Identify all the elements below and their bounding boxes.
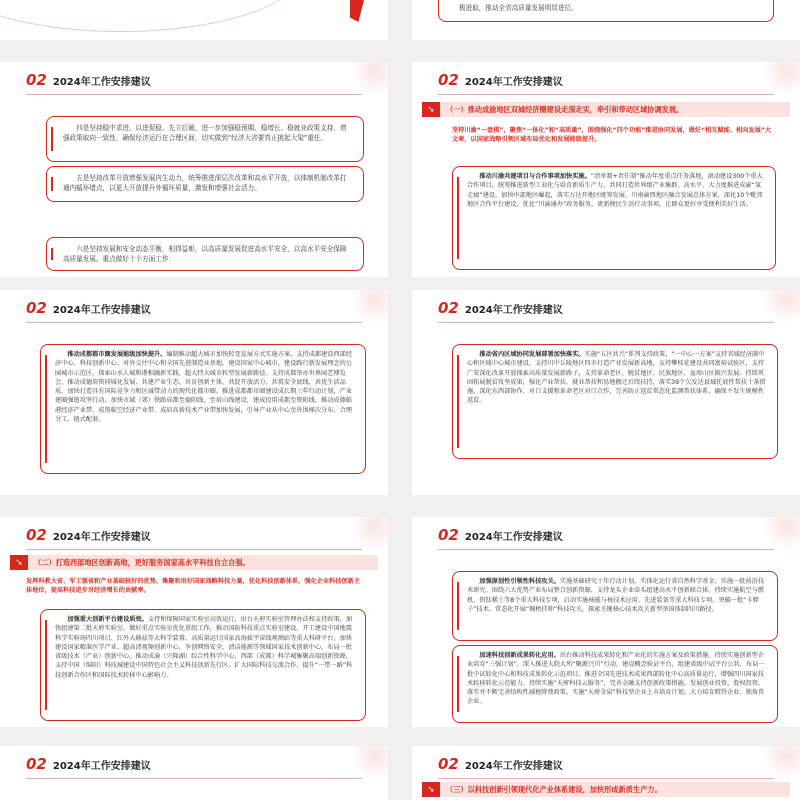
section-number: 02 bbox=[26, 526, 47, 544]
content-text bbox=[467, 172, 767, 209]
header-divider bbox=[26, 322, 362, 323]
section-header bbox=[26, 298, 151, 318]
keyword-text-1: 加强原创性引领性科技攻关。 bbox=[479, 578, 560, 585]
point-5-text: 五是坚持改革开放增强发展内生动力，统筹推进深层次改革和高水平开放，以体制机制改革打通内循环堵点，以更大开放提升外循环质量，激发和增强社会活力。 bbox=[63, 174, 347, 193]
top-left-arc-decoration bbox=[0, 0, 302, 32]
section-title: 2024年工作安排建议 bbox=[52, 531, 151, 543]
content-box bbox=[452, 166, 776, 270]
header-divider bbox=[438, 94, 774, 95]
corner-decoration bbox=[762, 290, 800, 324]
corner-decoration bbox=[762, 517, 800, 551]
section-number: 02 bbox=[438, 526, 459, 544]
section-title: 2024年工作安排建议 bbox=[464, 531, 563, 543]
section-number: 02 bbox=[438, 71, 459, 89]
section-number: 02 bbox=[26, 299, 47, 317]
subsection-banner bbox=[10, 555, 378, 570]
top-right-box bbox=[438, 0, 774, 22]
content-text bbox=[55, 615, 357, 680]
body-text: 支持和保障国家实验室高效运行，出台天府实验室管理办法和支持政策，加快组建第二批天府实验室，做好重点实验室优化重组工作，推动国防科技重点实验室建设。开工建设中国地震科学实验场四川项目、红外大赫兹等大科学装置。高质量运行国家高海拔宇宙线观测站等重大科研平台，加快建设国家精准医学产业、超高清视频创新中心，争创网络安全、清洁能源等领域国家技术创新中心，布局一批省级技术（产业）创新中心。推动成渝（兴隆湖）综合性科学中心、西部（成都）科学城集聚高端创新资源，支持中国（绵阳）科技城建设中国特色社会主义科技创新先行区。扩大国际科技交流合作，提升“一带一路”科技创新合作区和国际技术转移中心影响力。 bbox=[55, 616, 353, 679]
section-header bbox=[26, 754, 151, 774]
corner-decoration bbox=[762, 746, 800, 780]
slide-right-4 bbox=[412, 517, 800, 727]
section-title: 2024年工作安排建议 bbox=[464, 760, 563, 772]
section-number: 02 bbox=[26, 755, 47, 773]
arrow-icon: ➘ bbox=[10, 555, 28, 570]
slide-right-5 bbox=[412, 746, 800, 800]
corner-decoration bbox=[350, 746, 388, 780]
content-text-2 bbox=[467, 651, 769, 707]
slide-left-4 bbox=[0, 517, 388, 727]
red-summary-text: 坚持川渝“一盘棋”，聚焦“一体化”和“高质量”，围绕强化“四个功能”推进协同发展，做好“相互赋能、相向发展”大文章，以国家战略引领区域布局优化和发展能级提升。 bbox=[452, 127, 772, 144]
slide-top-left bbox=[0, 0, 388, 40]
body-text-2: 出台推动科技成果转化和产业化的实施方案及政策措施。持续实施创新型企业培育“三强计划”，深入推进大院大所“聚源兴川”行动，建设概念验证平台，组建省级中试平台公共，布局一批中试转化中心和科技成果转化示范项目。推进全国先进技术成果西部转化中心高质量运行，增强四川国家技术转移转化示范能力。持续实施“天府科技云服务”，完善金融支持创新政策措施，发展创业投资、股权投资，落实并不断完善结构性减税降费政策。实施“天府金泉”科技型企业上市培育计划，大力培育瞪羚企业、独角兽企业。 bbox=[467, 652, 765, 706]
corner-decoration bbox=[350, 290, 388, 324]
section-title: 2024年工作安排建议 bbox=[52, 76, 151, 88]
content-box bbox=[452, 344, 778, 459]
banner-text: （三）以科技创新引领现代化产业体系建设，加快形成新质生产力。 bbox=[446, 784, 662, 794]
point-box-4 bbox=[46, 116, 364, 162]
section-header bbox=[438, 70, 563, 90]
header-divider bbox=[438, 778, 774, 779]
content-box bbox=[40, 344, 366, 474]
section-number: 02 bbox=[26, 71, 47, 89]
content-box bbox=[40, 609, 366, 721]
subsection-banner bbox=[422, 782, 790, 797]
slide-right-3 bbox=[412, 290, 800, 495]
body-text: “清单制+责任制”推动年度重点任务落地，滚动建设300个重大合作项目，统筹推进新型工业化与培育新质生产力，共同打造世界级产业集群、高水平、大力度推进成渝“氢走廊”建设，加快中部地区崛起，落实万达开地区统筹发展、川南渝西地区融合发展总体方案，深化10个毗邻地区合作平台建设，优化“川渝通办”政务服务，更新便民生活行动事项，让群众更好享受便利美好生活。 bbox=[467, 173, 763, 208]
keyword-text: 推动成都都市圈发展能级加快提升。 bbox=[67, 351, 167, 358]
subsection-banner bbox=[422, 102, 790, 117]
section-title: 2024年工作安排建议 bbox=[464, 304, 563, 316]
slide-left-3 bbox=[0, 290, 388, 495]
section-header bbox=[438, 754, 563, 774]
keyword-text: 推动川渝共建项目与合作事项加快实施。 bbox=[479, 173, 591, 180]
slide-left-2 bbox=[0, 62, 388, 277]
header-divider bbox=[26, 549, 362, 550]
banner-text: （二）打造西部地区创新高地，更好服务国家高水平科技自立自强。 bbox=[34, 557, 250, 567]
body-text: 实施“五区共兴”系列支持政策，“一中心一方案”支持省域经济副中心和区域中心城市建设，支持川中丘陵地区四市打造产业发展新高地，支持攀枝花建设共同富裕试验区，支持广安深化改革开放探索高质量发展新路子，支持革命老区、脱贫地区、民族地区、盆周山区振兴发展。持续巩固拓展脱贫攻坚成果，强化产业帮扶、就业帮扶和易地搬迁后续扶持，落实39个欠发达县域托底性帮扶十条措施，深化东西部协作、对口支援和革命老区对口合作，完善防止返贫常态化监测帮扶体系，确保不发生规模性返贫。 bbox=[467, 351, 766, 405]
red-summary-text: 发挥科教大省、军工强省和产业基础较好的优势，集聚和用好国家战略科技力量，优化科技创新体系，强化企业科技创新主体地位，提高科技进步对经济增长的贡献率。 bbox=[26, 578, 361, 595]
header-divider bbox=[438, 322, 774, 323]
corner-decoration bbox=[350, 62, 388, 96]
section-title: 2024年工作安排建议 bbox=[464, 76, 563, 88]
header-divider bbox=[26, 778, 362, 779]
section-header bbox=[438, 298, 563, 318]
point-box-5 bbox=[46, 166, 364, 202]
content-box-2 bbox=[452, 645, 778, 723]
header-divider bbox=[26, 94, 362, 95]
content-text bbox=[467, 350, 769, 406]
banner-text: （一）推动成渝地区双城经济圈建设走深走实，牵引和带动区域协调发展。 bbox=[446, 104, 684, 114]
section-title: 2024年工作安排建议 bbox=[52, 760, 151, 772]
keyword-text: 推动省内区域协同发展部署加快落实。 bbox=[479, 351, 585, 358]
keyword-text: 加强重大创新平台建设质效。 bbox=[67, 616, 148, 623]
point-4-text: 四是坚持稳中求进、以进促稳、先立后破，进一步加强稳预期、稳增长、稳就业政策支持，增强政策取向一致性，确保经济运行在合理区间，切实做到“经济大省要真正挑起大梁”重任。 bbox=[63, 124, 347, 143]
arrow-icon: ➘ bbox=[422, 102, 440, 117]
slide-top-right bbox=[412, 0, 800, 40]
body-text-1: 实施基础研究十年行动计划，实体化运行省自然科学基金，实施一批前沿技术研究。围绕六大优势产业布局整合创新资源，支持龙头企业牵头组建高水平创新联合体。持续实施航空与燃机、钒钛稀土等8个重大科技专项，启动实施核能与核技术应用、先进装备等重大科技专项，突破一批“卡脖子”技术。常态化开展“揭榜挂帅”科技攻关，探索关键核心技术攻关新型举国体制四川路径。 bbox=[467, 578, 765, 613]
keyword-text-2: 加速科技创新成果转化应用。 bbox=[479, 652, 560, 659]
content-text-1 bbox=[467, 577, 769, 614]
corner-decoration bbox=[350, 517, 388, 551]
slide-right-2 bbox=[412, 62, 800, 277]
top-right-snippet: 极进取，推动全省高质量发展明显进位。 bbox=[459, 4, 578, 12]
section-title: 2024年工作安排建议 bbox=[52, 304, 151, 316]
slide-left-5 bbox=[0, 746, 388, 800]
point-6-text: 六是坚持发展和安全动态平衡，相得益彰，以高质量发展促进高水平安全，以高水平安全保障高质量发展。重点做好十个方面工作： bbox=[63, 245, 347, 264]
point-box-6 bbox=[46, 237, 364, 271]
header-divider bbox=[438, 549, 774, 550]
body-text: 编制推动超大城市加快转变发展方式实施方案，支持成都建设西部经济中心、科技创新中心、对外交往中心和全国先进制造业基地，建设国家中心城市，建设践行新发展理念的公园城市示范区，探索山水人城和谐相融新实践，超大特大城市转型发展新路径。支持成都举办世界园艺博览会，推动成德眉资同城化发展，共建产业生态，共育创新主体，共促开放活力，共筑安全底线，共优生活品质，加快打造具有国际竞争力和区域带动力的现代化都市圈。推进成都都市圈建设成长期三年行动计划，产业建圈强链攻坚行动，加快市域（郊）铁路成都至德阳线、至眉山线建设，建成投用成都至资阳线，推动成德临港经济产业带、成资临空经济产业带、成眉高新技术产业带加快发展，引导产业从中心至外围梯次分布、合理分工、链式配套。 bbox=[55, 351, 353, 424]
section-header bbox=[438, 525, 563, 545]
section-header bbox=[26, 70, 151, 90]
content-box-1 bbox=[452, 571, 778, 641]
section-number: 02 bbox=[438, 755, 459, 773]
arrow-icon: ➘ bbox=[422, 782, 440, 797]
content-text bbox=[55, 350, 357, 424]
section-number: 02 bbox=[438, 299, 459, 317]
red-flag-decoration bbox=[350, 0, 364, 22]
corner-decoration bbox=[762, 62, 800, 96]
section-header bbox=[26, 525, 151, 545]
